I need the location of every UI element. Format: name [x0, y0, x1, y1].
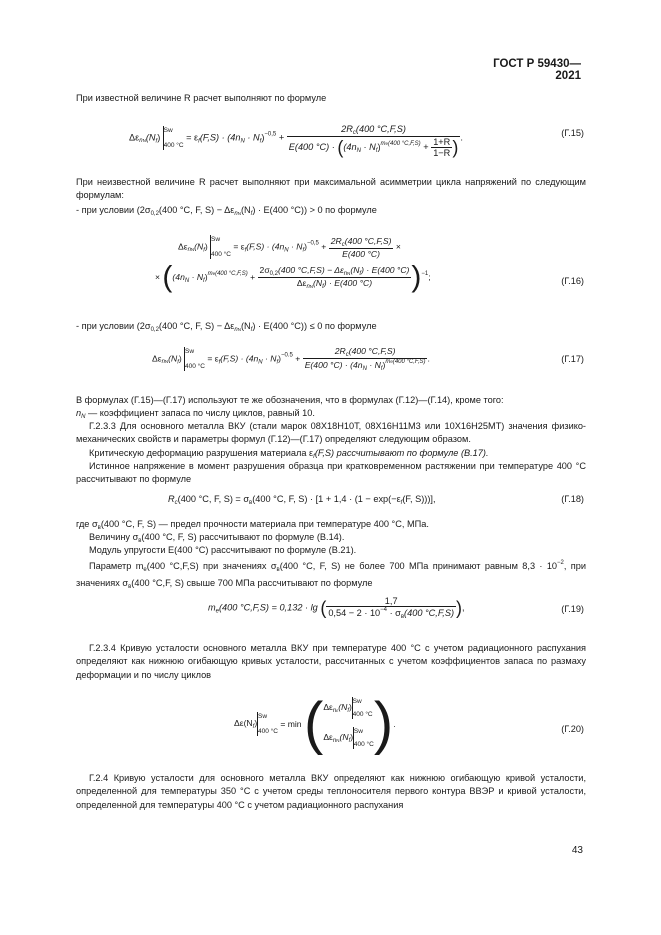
paragraph-modulus: Модуль упругости E(400 °C) рассчитывают по формуле (В.21).: [89, 545, 357, 555]
equation-g16-line1: $\Delta\varepsilon_{nN}(N_f)$ Sw 400 °C = $\varepsilon_f(F,S) \cdot (4n_N \cdot N_f)^{-0,5}$ + $\frac{2R_c(400 ^\circ C,F,S)}{E(400 ^\circ C)}$ ×: [178, 235, 401, 259]
equation-g17: $\Delta\varepsilon_{nN}(N_f)$ Sw 400 °C = $\varepsilon_f(F,S) \cdot (4n_N \cdot N_f)^{-0.5}$ + $\frac{2R_c(400 ^\circ C,F,S)}{E(400 ^\circ C) \cdot (4n_N \cdot N_f)^{me(400 ^\circ C,F,S)}}$ .: [152, 346, 430, 372]
equation-g19: $m_e(400$ °C,F,S) = 0,132 · lg ( $\frac{1,7}{0,54 - 2 \cdot 10^{-4} \cdot \sigma_в(400 ^\circ C,F,S)}$ ),: [208, 596, 465, 620]
page-number: 43: [571, 845, 583, 856]
paragraph-true-stress: Истинное напряжение в момент разрушения образца при кратковременном растяжении при температуре 400 °C рассчитывают по формуле: [76, 461, 586, 485]
equation-label-g19: (Г.19): [561, 604, 584, 614]
condition-2: - при условии ($2\sigma_{0,2}(400$ °C, F, $S) - \Delta\varepsilon_{nN}(N_f) \cdot E(400$ °C)) ≤ 0 по формуле: [76, 321, 377, 333]
paragraph-2-4: Г.2.4 Кривую усталости для основного металла ВКУ определяют как нижнюю огибающую кривой усталости, определенной для температуры 350 °C с учетом среды теплоносителя первого контура ВВЭР и кривой усталости, определенной для температуры 400 °C с учетом радиационного распухания: [76, 773, 586, 810]
equation-label-g20: (Г.20): [561, 724, 584, 734]
paragraph-critical-strain: Критическую деформацию разрушения материала $\varepsilon_f(F,S)$ рассчитывают по формуле (В.17).: [89, 448, 489, 460]
paragraph-2-3-3: Г.2.3.3 Для основного металла ВКУ (стали марок 08Х18Н10Т, 08Х16Н11М3 или 10Х16Н25МТ) значения физико-механических свойств и параметры формул (Г.12)—(Г.17) определяют следующим образом.: [76, 421, 586, 445]
condition-1: - при условии ($2\sigma_{0,2}(400$ °C, F, $S) - \Delta\varepsilon_{nN}(N_f) \cdot E(400$ °C)) > 0 по формуле: [76, 205, 377, 217]
paragraph-where: где $\sigma_в(400$ °C, F, S) — предел прочности материала при температуре 400 °C, МПа.: [76, 519, 429, 531]
equation-label-g18: (Г.18): [561, 494, 584, 504]
paragraph-known-r: При известной величине R расчет выполняют по формуле: [76, 93, 327, 103]
equation-label-g16: (Г.16): [561, 276, 584, 286]
equation-g20: $\Delta\varepsilon(N_f)$ Sw 400 °C = min ( $\Delta\varepsilon_{n\varepsilon}(N_f)$ Sw 400 °C $\Delta\varepsilon_{nN}(N_f)$ Sw 400 °C ).: [234, 691, 396, 756]
paragraph-sigma: Величину $\sigma_в(400$ °C, F, S) рассчитывают по формуле (В.14).: [89, 532, 345, 544]
paragraph-parameter: Параметр $m_e(400$ °C,F,S) при значениях $\sigma_в(400$ °C, F, S) не более 700 МПа принимают равным $8,3 \cdot 10^{-2}$, при значениях $\sigma_в(400$ °C,F, S) свыше 700 МПа рассчитывают по формуле: [76, 560, 587, 591]
equation-label-g17: (Г.17): [561, 354, 584, 364]
standard-header: ГОСТ Р 59430—2021: [493, 58, 581, 82]
paragraph-unknown-r: При неизвестной величине R расчет выполняют при максимальной асимметрии цикла напряжений по следующим формулам:: [76, 177, 586, 201]
equation-g16-line2: × ($(4n_N \cdot N_f)^{me(400 ^\circ C,F,S)}$ + $\frac{2\sigma_{0,2}(400 ^\circ C,F,S) - \Delta\varepsilon_{nN}(N_f) \cdot E(400 ^\circ C)}{\Delta\varepsilon_{nN}(N_f) \cdot E(400 ^\circ C)}$ )$^{-1}$;: [155, 260, 431, 294]
paragraph-nn: $n_N$ — коэффициент запаса по числу циклов, равный 10.: [76, 408, 315, 420]
equation-label-g15: (Г.15): [561, 128, 584, 138]
paragraph-2-3-4: Г.2.3.4 Кривую усталости основного металла ВКУ при температуре 400 °C с учетом радиационного распухания определяют как нижнюю огибающую кривых усталости, рассчитанных с учетом коэффициентов запаса по размаху деформации и по числу циклов: [76, 643, 586, 680]
paragraph-designations: В формулах (Г.15)—(Г.17) используют те же обозначения, что в формулах (Г.12)—(Г.14), кроме того:: [76, 395, 504, 405]
equation-g15: $\Delta\varepsilon_{nN}(N_f)$ Sw 400 °C = $\varepsilon_f(F,S) \cdot (4n_N \cdot N_f)^{-0,5}$ + $2R_c(400$ °C,F,S) E(400 $^\circ C) \cdot ((4n_N \cdot N_f)^{me(400 ^\circ C,F,S)}$ + $\frac{1+R}{1-R}$ ) .: [129, 124, 463, 158]
equation-g18: $R_c(400$ °C, F, $S) = \sigma_в(400$ °C, F, $S) \cdot [1 + 1,4 \cdot (1 - \exp(-\varepsilon_f(F$, S)))],: [168, 494, 436, 506]
